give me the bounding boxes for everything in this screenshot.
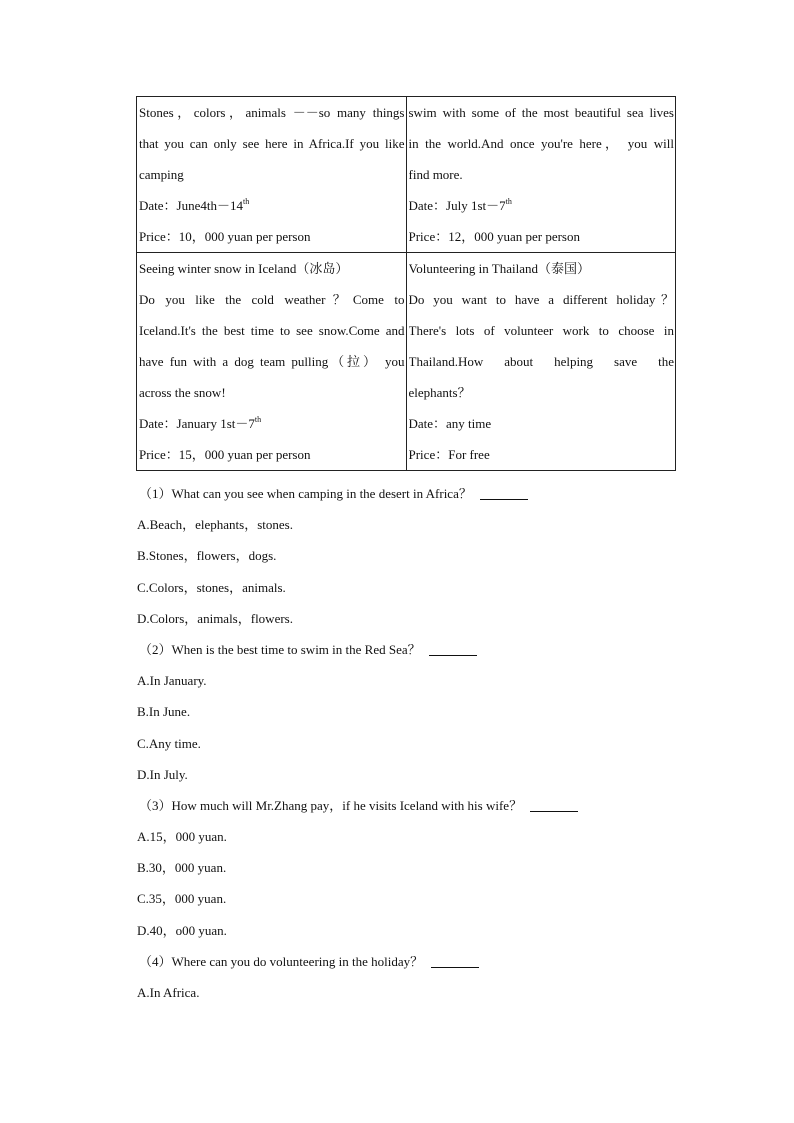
red-sea-date-text: Date：July 1st－7: [408, 198, 506, 213]
question-2-text: （2）When is the best time to swim in the Red Sea？: [139, 641, 421, 657]
holiday-ads-table: [136, 96, 676, 471]
answer-blank-1[interactable]: [480, 485, 528, 500]
africa-text-line-2: that you can only see here in Africa.If you like: [139, 136, 405, 151]
red-sea-text-line-3: find more.: [408, 167, 463, 182]
iceland-text-line-4: across the snow!: [139, 385, 226, 400]
question-3-stem: [137, 790, 677, 821]
iceland-text-line-2: Iceland.It's the best time to see snow.Come and: [139, 323, 405, 338]
table-row: [137, 97, 676, 253]
red-sea-price: Price：12，000 yuan per person: [408, 229, 580, 244]
africa-date-sup: th: [242, 197, 250, 206]
iceland-date: [139, 408, 405, 439]
question-1-option-b: B.Stones，flowers，dogs.: [137, 548, 277, 564]
iceland-price: Price：15，000 yuan per person: [139, 447, 311, 462]
answer-blank-4[interactable]: [431, 953, 479, 968]
africa-text-line-1: Stones，colors，animals －－so many things: [139, 105, 405, 120]
africa-date-text: Date：June4th－14: [139, 198, 243, 213]
red-sea-date-sup: th: [505, 197, 512, 206]
red-sea-date: [409, 190, 675, 221]
question-3-text: （3）How much will Mr.Zhang pay，if he visits Iceland with his wife？: [139, 797, 523, 813]
red-sea-text-line-2: in the world.And once you're here， you will: [408, 136, 674, 151]
question-1-option-c: C.Colors，stones，animals.: [137, 579, 286, 595]
question-2-stem: [137, 634, 677, 665]
africa-date: [139, 190, 405, 221]
thailand-text-line-3: Thailand.How about helping save the: [408, 354, 674, 369]
red-sea-cell: [406, 97, 676, 253]
africa-text-line-3: camping: [139, 167, 184, 182]
question-4-option-a: A.In Africa.: [137, 985, 200, 1000]
answer-blank-2[interactable]: [429, 641, 477, 656]
thailand-text-line-4: elephants？: [408, 385, 471, 400]
thailand-price: Price：For free: [408, 447, 490, 462]
question-2-option-b: B.In June.: [137, 704, 191, 720]
question-list: [137, 478, 677, 1008]
question-1-option-a: A.Beach，elephants，stones.: [137, 517, 293, 533]
iceland-text-line-1: Do you like the cold weather？Come to: [139, 292, 405, 307]
question-3-option-a: A.15，000 yuan.: [137, 829, 227, 845]
table-row: [137, 253, 676, 471]
question-3-option-d: D.40，o00 yuan.: [137, 922, 227, 938]
question-1-option-d: D.Colors，animals，flowers.: [137, 610, 293, 626]
question-2-option-d: D.In July.: [137, 766, 188, 782]
question-1-stem: [137, 478, 677, 509]
iceland-text-line-3: have fun with a dog team pulling（拉） you: [139, 354, 405, 369]
thailand-text-line-2: There's lots of volunteer work to choose in: [408, 323, 674, 338]
thailand-date: Date：any time: [408, 416, 492, 431]
thailand-cell: [406, 253, 676, 471]
iceland-date-text: Date：January 1st－7: [139, 416, 255, 431]
answer-blank-3[interactable]: [530, 797, 578, 812]
iceland-cell: [137, 253, 407, 471]
question-4-text: （4）Where can you do volunteering in the holiday？: [139, 953, 424, 969]
question-2-option-a: A.In January.: [137, 673, 207, 689]
iceland-title: Seeing winter snow in Iceland（冰岛）: [139, 261, 349, 276]
red-sea-text-line-1: swim with some of the most beautiful sea lives: [408, 105, 674, 120]
question-3-option-c: C.35，000 yuan.: [137, 891, 227, 907]
thailand-title: Volunteering in Thailand（泰国）: [408, 261, 590, 276]
iceland-date-sup: th: [254, 415, 262, 424]
africa-price: Price：10，000 yuan per person: [139, 229, 311, 244]
thailand-text-line-1: Do you want to have a different holiday？: [408, 292, 674, 307]
question-3-option-b: B.30，000 yuan.: [137, 860, 227, 876]
question-4-stem: [137, 946, 677, 977]
africa-camping-cell: [137, 97, 407, 253]
question-2-option-c: C.Any time.: [137, 735, 201, 751]
question-1-text: （1）What can you see when camping in the desert in Africa？: [139, 486, 472, 501]
